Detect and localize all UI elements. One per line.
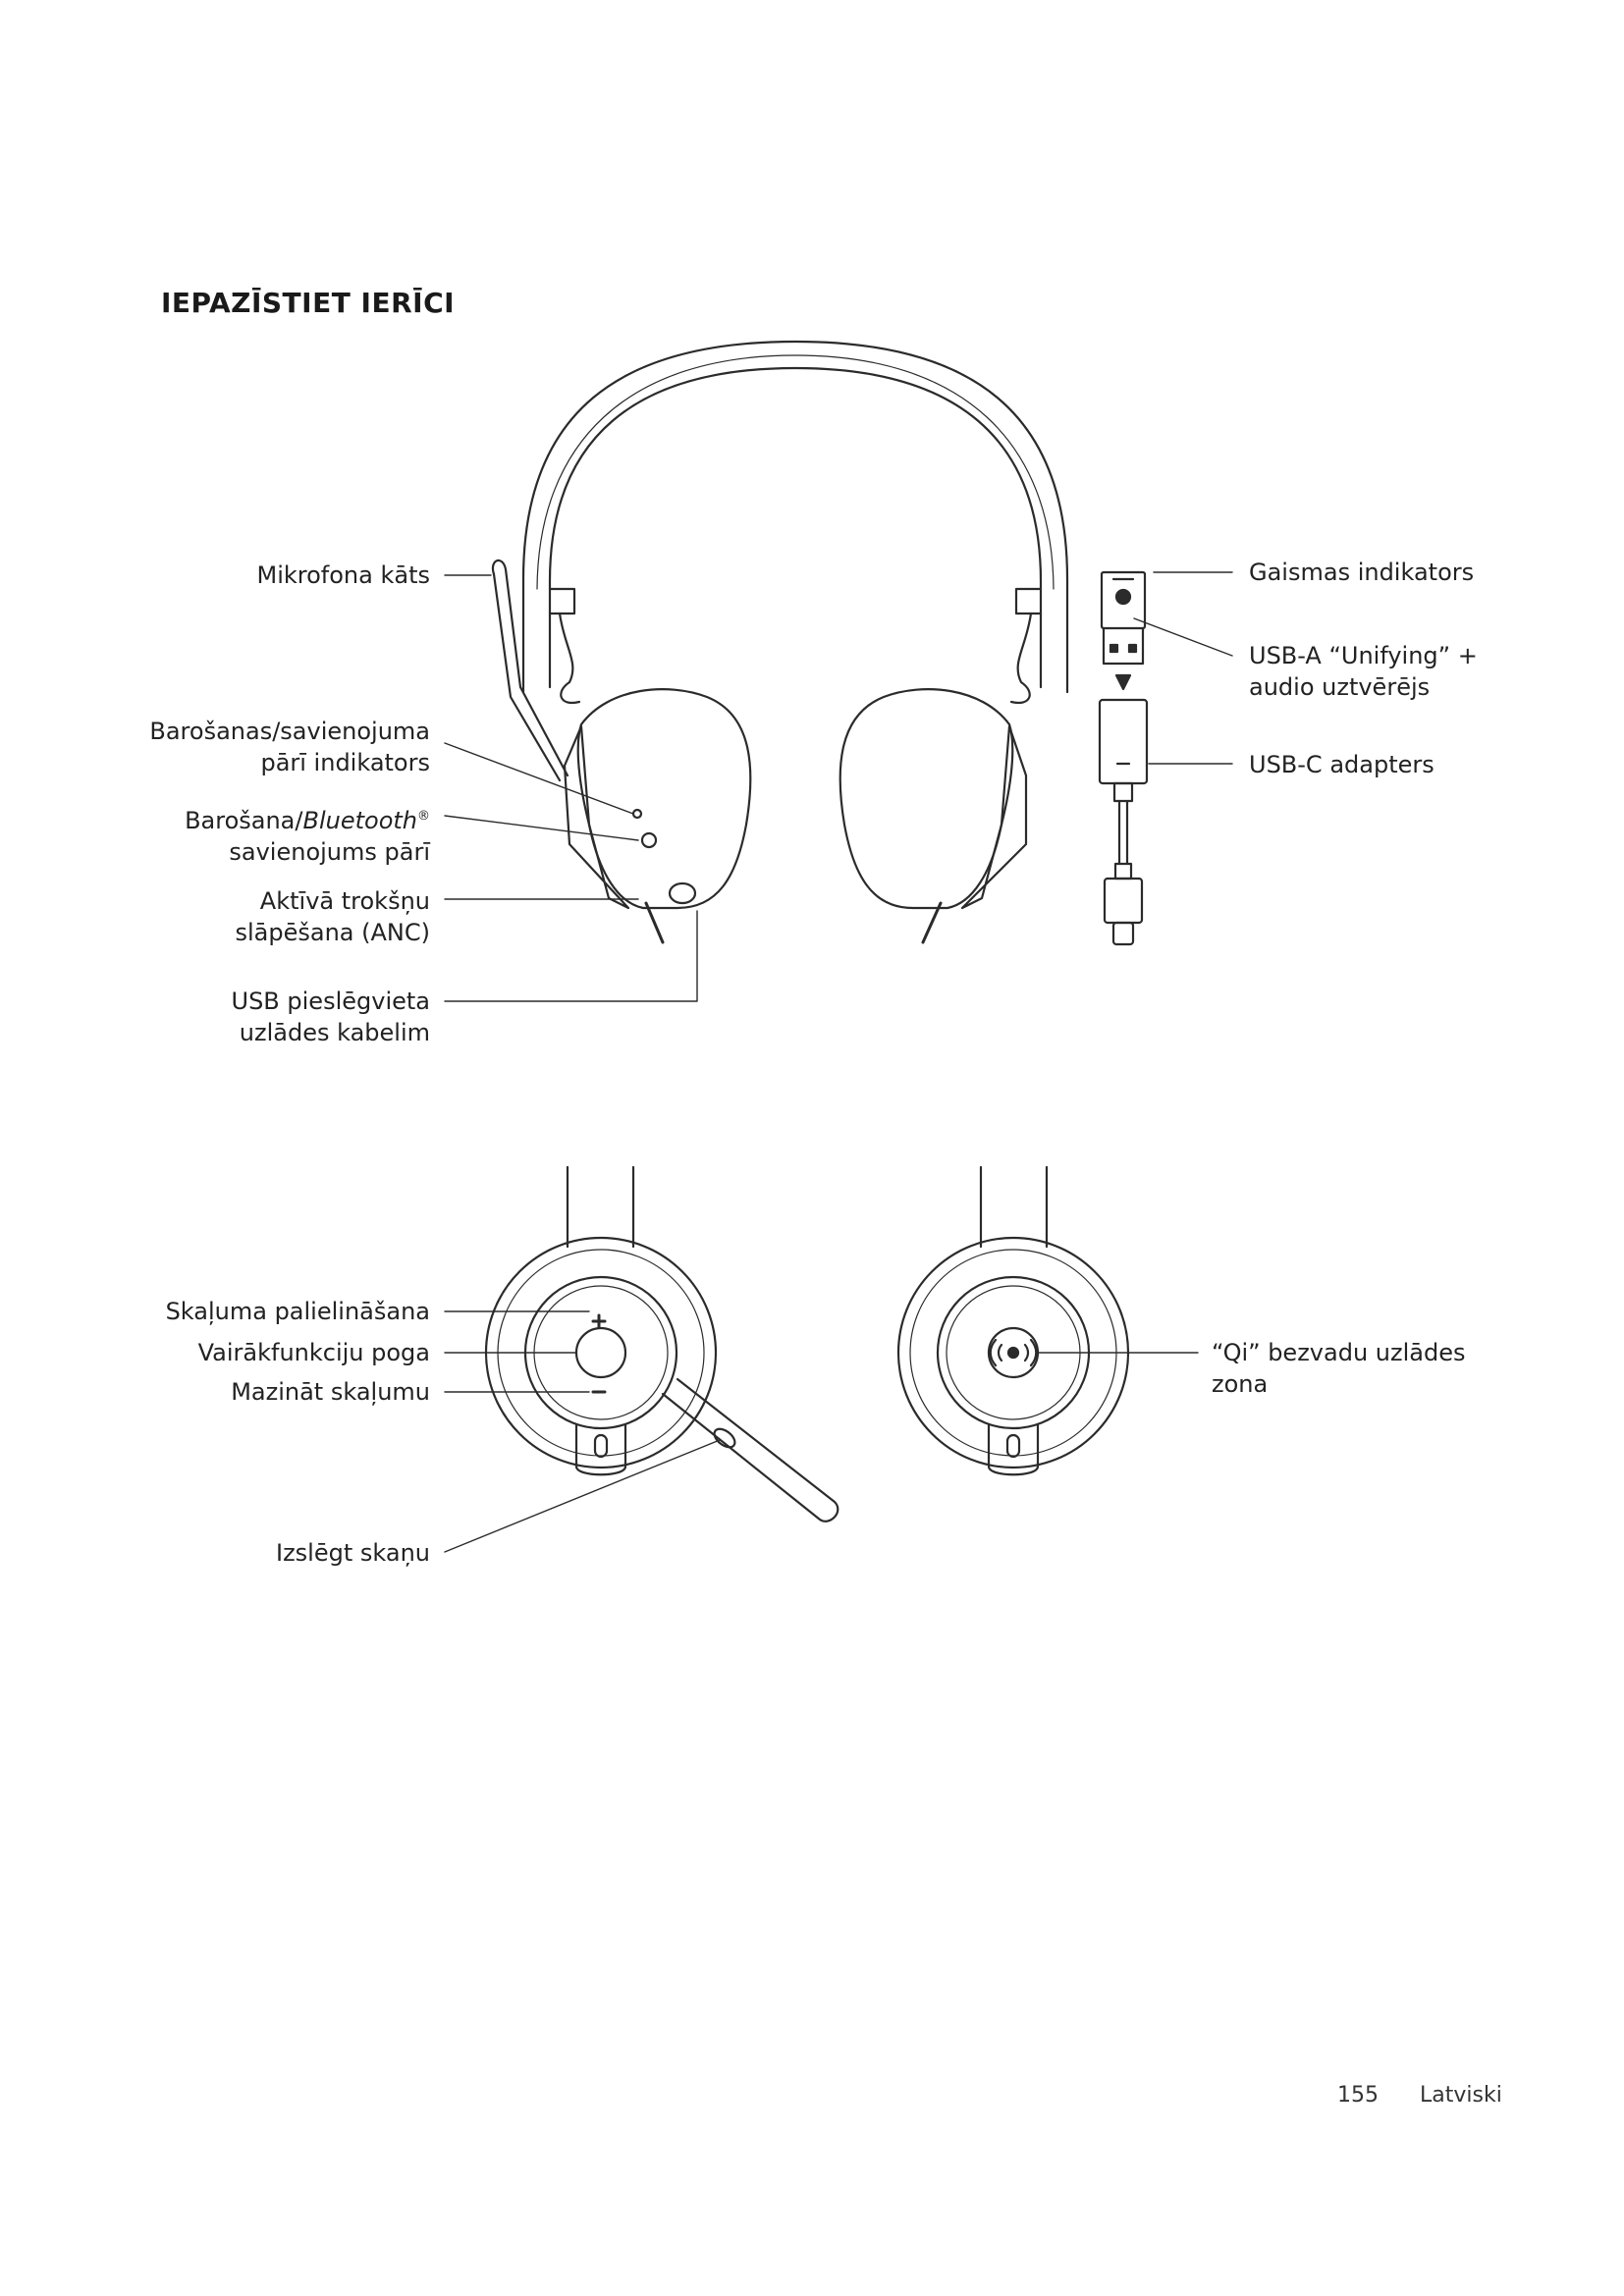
label-light-indicator: Gaismas indikators xyxy=(1249,559,1475,586)
label-multifunction-button: Vairākfunkciju poga xyxy=(197,1339,430,1366)
label-anc: Aktīvā trokšņu slāpēšana (ANC) xyxy=(235,887,430,946)
label-usb-c-adapter: USB-C adapters xyxy=(1249,751,1435,778)
headband xyxy=(523,342,1067,703)
label-usb-port: USB pieslēgvieta uzlādes kabelim xyxy=(231,988,430,1046)
usb-c-adapter xyxy=(1100,700,1147,944)
label-volume-up: Skaļuma palielināšana xyxy=(165,1298,430,1325)
label-power-led: Barošanas/savienojuma pārī indikators xyxy=(149,718,430,776)
usb-a-receiver xyxy=(1102,572,1145,689)
left-ear-cup xyxy=(493,561,750,942)
page-number: 155 xyxy=(1337,2083,1379,2108)
page-title: IEPAZĪSTIET IERĪCI xyxy=(161,287,456,319)
footer-language: Latviski xyxy=(1420,2083,1502,2108)
bottom-left-cup xyxy=(486,1167,838,1522)
label-power-bluetooth: Barošana/Bluetooth® savienojums pārī xyxy=(185,807,430,866)
right-ear-cup xyxy=(840,689,1026,942)
bottom-right-cup xyxy=(898,1167,1128,1474)
label-volume-down: Mazināt skaļumu xyxy=(231,1378,430,1406)
label-qi-charging: “Qi” bezvadu uzlādes zona xyxy=(1212,1339,1466,1398)
label-mute: Izslēgt skaņu xyxy=(276,1539,430,1567)
leader-lines xyxy=(445,572,1232,1552)
label-usb-a-receiver: USB-A “Unifying” + audio uztvērējs xyxy=(1249,642,1478,701)
label-mic-boom: Mikrofona kāts xyxy=(256,561,430,589)
